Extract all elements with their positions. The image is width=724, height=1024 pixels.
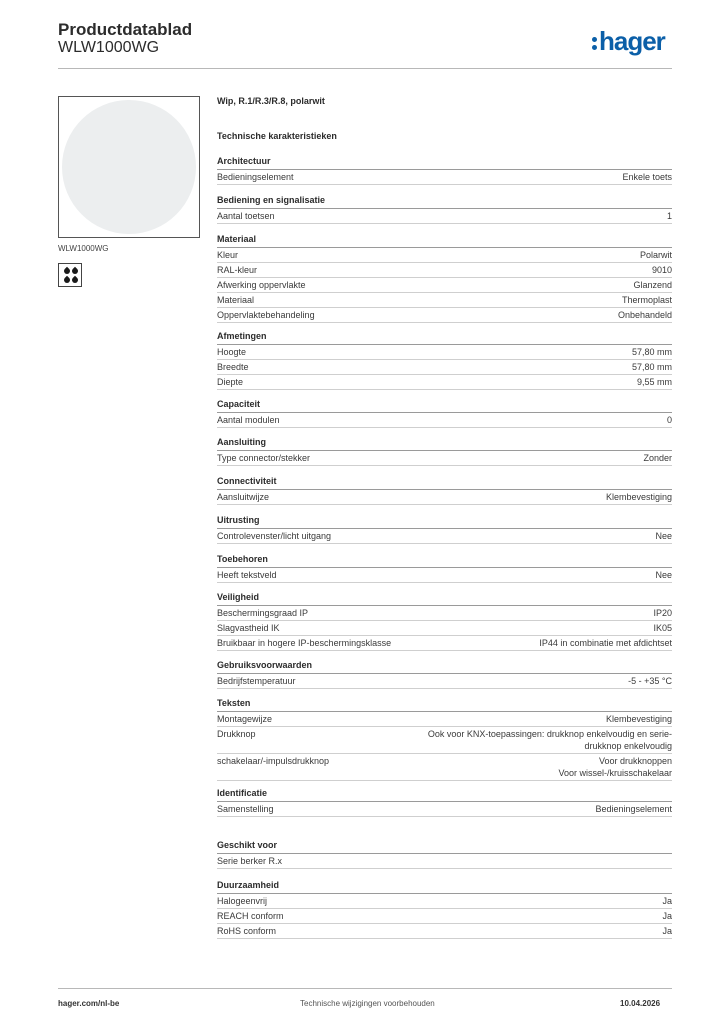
- footer-date: 10.04.2026: [620, 999, 661, 1008]
- spec-label: Heeft tekstveld: [217, 570, 277, 580]
- spec-label: Aansluitwijze: [217, 492, 270, 502]
- spec-row: [217, 894, 672, 909]
- spec-label: Halogeenvrij: [217, 896, 268, 906]
- footer-website[interactable]: hager.com/nl-be: [58, 999, 120, 1008]
- spec-label: Type connector/stekker: [217, 453, 311, 463]
- spec-row: [217, 278, 672, 293]
- spec-group-title: Aansluiting: [217, 436, 672, 451]
- spec-label: Bedrijfstemperatuur: [217, 676, 296, 686]
- water-drops-icon: [58, 263, 82, 287]
- spec-row: [217, 568, 672, 583]
- spec-value: Glanzend: [633, 280, 672, 290]
- header-divider: [58, 68, 672, 69]
- spec-row: [217, 293, 672, 308]
- spec-label: Afwerking oppervlakte: [217, 280, 306, 290]
- spec-label: schakelaar/-impulsdrukknop: [217, 756, 330, 766]
- spec-value: 1: [666, 211, 672, 221]
- spec-label: Montagewijze: [217, 714, 273, 724]
- spec-group-title: Toebehoren: [217, 553, 672, 568]
- spec-row: [217, 248, 672, 263]
- spec-row: [217, 727, 672, 754]
- spec-row: [217, 802, 672, 817]
- spec-value: Bedieningselement: [595, 804, 672, 814]
- spec-group: [217, 330, 672, 390]
- spec-value: IP20: [653, 608, 672, 618]
- spec-label: Slagvastheid IK: [217, 623, 280, 633]
- spec-value: Klembevestiging: [605, 492, 672, 502]
- spec-group: [217, 194, 672, 224]
- spec-group: [217, 839, 672, 869]
- spec-group-title: Connectiviteit: [217, 475, 672, 490]
- spec-value: 9,55 mm: [636, 377, 672, 387]
- spec-label: RAL-kleur: [217, 265, 258, 275]
- spec-row: [217, 308, 672, 323]
- page-title: Productdatablad: [58, 20, 193, 39]
- spec-value: Ja: [662, 926, 672, 936]
- spec-row: [217, 854, 672, 869]
- spec-group: [217, 879, 672, 939]
- footer-divider: [58, 988, 672, 989]
- spec-group: [217, 233, 672, 323]
- spec-label: Kleur: [217, 250, 239, 260]
- product-name: Wip, R.1/R.3/R.8, polarwit: [217, 96, 325, 106]
- spec-value: Enkele toets: [622, 172, 672, 182]
- spec-group: [217, 787, 672, 817]
- spec-row: [217, 712, 672, 727]
- spec-label: Aantal toetsen: [217, 211, 275, 221]
- spec-label: RoHS conform: [217, 926, 277, 936]
- spec-value: -5 - +35 °C: [628, 676, 672, 686]
- spec-value: Klembevestiging: [605, 714, 672, 724]
- spec-label: Bedieningselement: [217, 172, 294, 182]
- spec-group: [217, 591, 672, 651]
- spec-group: [217, 514, 672, 544]
- spec-row: [217, 909, 672, 924]
- logo-dots-icon: [592, 28, 598, 54]
- spec-group-title: Afmetingen: [217, 330, 672, 345]
- spec-group: [217, 697, 672, 781]
- logo-text: hager: [599, 26, 665, 56]
- spec-group-title: Duurzaamheid: [217, 879, 672, 894]
- spec-row: [217, 636, 672, 651]
- spec-value: Zonder: [643, 453, 672, 463]
- spec-row: [217, 170, 672, 185]
- spec-label: Bruikbaar in hogere IP-beschermingsklasse: [217, 638, 392, 648]
- spec-value: 57,80 mm: [631, 347, 672, 357]
- spec-group: [217, 475, 672, 505]
- spec-group-title: Uitrusting: [217, 514, 672, 529]
- spec-label: REACH conform: [217, 911, 284, 921]
- spec-group: [217, 553, 672, 583]
- spec-label: Controlevenster/licht uitgang: [217, 531, 332, 541]
- spec-label: Serie berker R.x: [217, 856, 283, 866]
- spec-value: 0: [666, 415, 672, 425]
- spec-label: Beschermingsgraad IP: [217, 608, 309, 618]
- product-image-caption: WLW1000WG: [58, 244, 109, 253]
- product-switch-disc: [62, 100, 196, 234]
- spec-row: [217, 490, 672, 505]
- spec-value: 57,80 mm: [631, 362, 672, 372]
- spec-row: [217, 674, 672, 689]
- spec-row: [217, 606, 672, 621]
- hager-logo: [592, 28, 665, 54]
- spec-value: Nee: [655, 531, 672, 541]
- footer-notice: Technische wijzigingen voorbehouden: [300, 999, 435, 1008]
- spec-group-title: Geschikt voor: [217, 839, 672, 854]
- spec-value: Onbehandeld: [617, 310, 672, 320]
- section-title: Technische karakteristieken: [217, 131, 337, 141]
- spec-label: Breedte: [217, 362, 249, 372]
- spec-group: [217, 659, 672, 689]
- spec-row: [217, 413, 672, 428]
- spec-label: Materiaal: [217, 295, 255, 305]
- spec-row: [217, 924, 672, 939]
- spec-value: Ja: [662, 896, 672, 906]
- spec-label: Aantal modulen: [217, 415, 280, 425]
- spec-label: Samenstelling: [217, 804, 274, 814]
- spec-group-title: Capaciteit: [217, 398, 672, 413]
- spec-row: [217, 529, 672, 544]
- spec-row: [217, 451, 672, 466]
- spec-value: Nee: [655, 570, 672, 580]
- spec-group-title: Teksten: [217, 697, 672, 712]
- spec-group-title: Architectuur: [217, 155, 672, 170]
- spec-row: [217, 209, 672, 224]
- spec-group: [217, 398, 672, 428]
- spec-row: [217, 375, 672, 390]
- spec-value: IK05: [653, 623, 672, 633]
- spec-value: Ook voor KNX-toepassingen: drukknop enkelvoudig en serie- drukknop enkelvoudig: [427, 729, 672, 751]
- spec-group-title: Veiligheid: [217, 591, 672, 606]
- spec-row: [217, 754, 672, 781]
- spec-row: [217, 360, 672, 375]
- spec-value: Ja: [662, 911, 672, 921]
- spec-group-title: Materiaal: [217, 233, 672, 248]
- spec-label: Drukknop: [217, 729, 256, 739]
- spec-value: Thermoplast: [621, 295, 672, 305]
- spec-label: Diepte: [217, 377, 244, 387]
- spec-value: Voor drukknoppen Voor wissel-/kruisschakelaar: [558, 756, 672, 778]
- spec-label: Oppervlaktebehandeling: [217, 310, 315, 320]
- spec-group: [217, 155, 672, 185]
- spec-group: [217, 436, 672, 466]
- spec-group-title: Identificatie: [217, 787, 672, 802]
- spec-value: 9010: [651, 265, 672, 275]
- spec-row: [217, 345, 672, 360]
- spec-row: [217, 263, 672, 278]
- spec-group-title: Bediening en signalisatie: [217, 194, 672, 209]
- spec-value: Polarwit: [639, 250, 672, 260]
- product-code-heading: WLW1000WG: [58, 39, 160, 56]
- product-image: [58, 96, 200, 238]
- spec-value: IP44 in combinatie met afdichtset: [539, 638, 672, 648]
- spec-group-title: Gebruiksvoorwaarden: [217, 659, 672, 674]
- spec-row: [217, 621, 672, 636]
- spec-label: Hoogte: [217, 347, 247, 357]
